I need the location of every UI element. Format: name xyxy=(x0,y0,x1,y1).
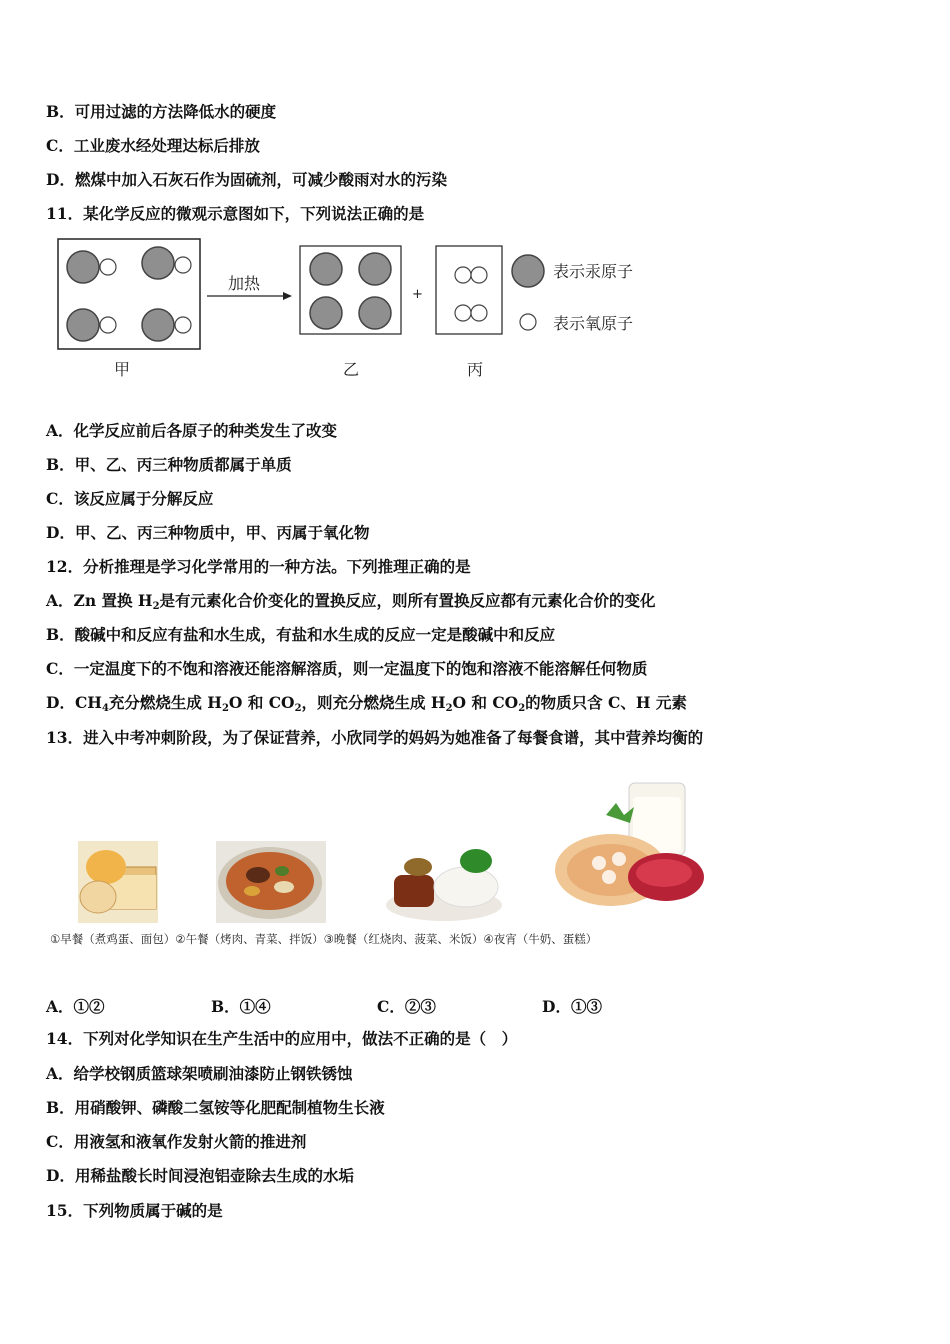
q13-stem: 13．进入中考冲刺阶段，为了保证营养，小欣同学的妈妈为她准备了每餐食谱，其中营养均衡的 xyxy=(46,728,704,747)
late-snack-photo xyxy=(555,783,704,906)
q10-option-d: D．燃煤中加入石灰石作为固硫剂，可减少酸雨对水的污染 xyxy=(46,170,447,189)
q13-option-a: A．①② xyxy=(46,997,105,1016)
meal-caption: ①早餐（煮鸡蛋、面包）②午餐（烤肉、青菜、拌饭）③晚餐（红烧肉、菠菜、米饭）④夜宵（牛奶、蛋糕） xyxy=(50,932,598,946)
label-jia: 甲 xyxy=(114,360,131,379)
q11-option-d: D．甲、乙、丙三种物质中，甲、丙属于氧化物 xyxy=(46,523,370,542)
label-yi: 乙 xyxy=(343,360,360,379)
legend-hg-symbol xyxy=(512,255,544,287)
q11-option-a: A．化学反应前后各原子的种类发生了改变 xyxy=(46,421,338,440)
q12-stem: 12．分析推理是学习化学常用的一种方法。下列推理正确的是 xyxy=(46,557,471,576)
hg-atom xyxy=(359,297,391,329)
q14-option-b: B．用硝酸钾、磷酸二氢铵等化肥配制植物生长液 xyxy=(46,1098,385,1117)
q14-option-c: C．用液氢和液氧作发射火箭的推进剂 xyxy=(46,1132,307,1151)
q15-stem: 15．下列物质属于碱的是 xyxy=(46,1201,223,1220)
q14-stem: 14．下列对化学知识在生产生活中的应用中，做法不正确的是（ ） xyxy=(46,1029,518,1048)
q11-stem: 11．某化学反应的微观示意图如下，下列说法正确的是 xyxy=(46,204,425,223)
hg-atom xyxy=(310,253,342,285)
breakfast-photo xyxy=(78,841,158,923)
legend-o-symbol xyxy=(520,314,536,330)
hgo-molecule-3 xyxy=(67,309,116,341)
arrow-label: 加热 xyxy=(228,274,261,293)
q11-option-c: C．该反应属于分解反应 xyxy=(46,489,214,508)
q11-option-b: B．甲、乙、丙三种物质都属于单质 xyxy=(46,455,292,474)
q13-option-b: B．①④ xyxy=(211,997,271,1016)
plus-sign: + xyxy=(412,287,423,302)
box-bing xyxy=(436,246,502,334)
q13-option-d: D．①③ xyxy=(542,997,602,1016)
q14-option-d: D．用稀盐酸长时间浸泡铝壶除去生成的水垢 xyxy=(46,1166,354,1185)
reaction-diagram xyxy=(40,232,660,392)
q12-option-a: A．Zn 置换 $H_2$是有元素化合价变化的置换反应，则所有置换反应都有元素化合价的变化 xyxy=(46,591,656,612)
hgo-molecule-4 xyxy=(142,309,191,341)
lunch-photo xyxy=(216,841,326,923)
q12-option-c: C．一定温度下的不饱和溶液还能溶解溶质，则一定温度下的饱和溶液不能溶解任何物质 xyxy=(46,659,648,678)
legend-hg-text: 表示汞原子 xyxy=(553,262,634,281)
q13-option-c: C．②③ xyxy=(377,997,436,1016)
q10-option-b: B．可用过滤的方法降低水的硬度 xyxy=(46,102,277,121)
dinner-photo xyxy=(386,849,502,921)
q10-option-c: C．工业废水经处理达标后排放 xyxy=(46,136,260,155)
legend-o-text: 表示氧原子 xyxy=(553,314,634,333)
meal-photos xyxy=(46,775,736,955)
q14-option-a: A．给学校钢质篮球架喷刷油漆防止钢铁锈蚀 xyxy=(46,1064,353,1083)
o2-molecule-2 xyxy=(455,305,487,321)
o2-molecule-1 xyxy=(455,267,487,283)
label-bing: 丙 xyxy=(467,360,484,379)
hgo-molecule-1 xyxy=(67,251,116,283)
hg-atom xyxy=(359,253,391,285)
q12-option-d: D．$CH_4$充分燃烧生成 $H_2O$ 和 $CO_2$，则充分燃烧生成 $H_2O$ 和 $CO_2$的物质只含 C、H 元素 xyxy=(46,693,687,714)
hg-atom xyxy=(310,297,342,329)
hgo-molecule-2 xyxy=(142,247,191,279)
q12-option-b: B．酸碱中和反应有盐和水生成，有盐和水生成的反应一定是酸碱中和反应 xyxy=(46,625,556,644)
